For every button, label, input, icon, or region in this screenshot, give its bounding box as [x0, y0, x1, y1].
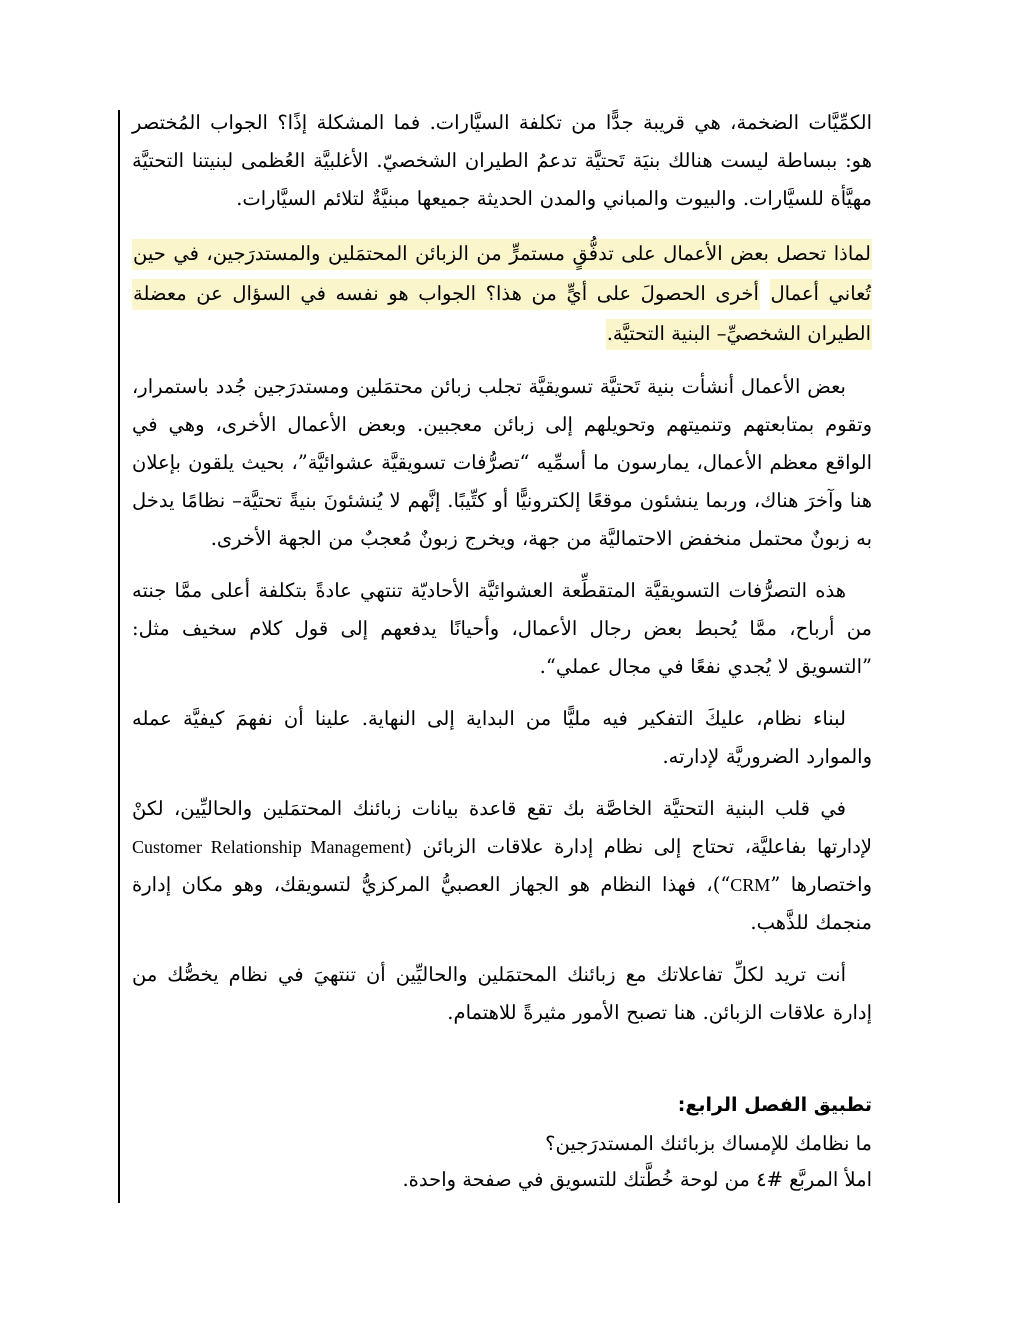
highlighted-text-line-1: لماذا تحصل بعض الأعمال على تدفُّقٍ مستمرٍّ من الزبائن المحتمَلين والمستدرَجين، في حين تُعاني أعمال — [132, 239, 872, 310]
chapter-exercise-block — [132, 1088, 872, 1198]
crm-full-term-latin: Customer Relationship Management — [132, 837, 405, 857]
paragraph-building-a-system: لبناء نظام، عليكَ التفكير فيه مليًّا من البداية إلى النهاية. علينا أن نفهمَ كيفيَّة عمله والموارد الضروريَّة لإدارته. — [132, 707, 872, 768]
left-margin-rule — [118, 110, 120, 1203]
paragraph-crm-part-b: واختصارها ” — [770, 873, 872, 896]
paragraph-marketing-infrastructure: بعض الأعمال أنشأت بنية تَحتيَّة تسويقيَّة تجلب زبائن محتمَلين ومستدرَجين جُدد باستمرار، وتقوم بمتابعتهم وتنميتهم وتحويلهم إلى زبائن معجبين. وبعض الأعمال الأخرى، وهي في الواقع معظم الأعمال، يمارسون ما أسمِّيه “تصرُّفات تسويقيَّة عشوائيَّة”، بحيث يلقون بإعلان هنا وآخرَ هناك، وربما ينشئون موقعًا إلكترونيًّا أو كتِّيبًا. إنَّهم لا يُنشئونَ بنيةً تحتيَّة– نظامًا يدخل به زبونٌ محتمل منخفض الاحتماليَّة من جهة، ويخرج زبونٌ مُعجبٌ من الجهة الأخرى. — [132, 375, 872, 550]
crm-abbreviation-latin: CRM — [730, 875, 771, 895]
document-text-column — [132, 104, 872, 1198]
paragraph-crm-part-a: في قلب البنية التحتيَّة الخاصَّة بك تقع قاعدة بيانات زبائنك المحتمَلين والحاليِّين، لكنْ لإدارتها بفاعليَّة، تحتاج إلى نظام إدارة علاقات الزبائن ( — [132, 797, 872, 858]
exercise-question: ما نظامك للإمساك بزبائنك المستدرَجين؟ — [545, 1132, 872, 1155]
exercise-instruction: املأ المربَّع #٤ من لوحة خُطَّتك للتسويق في صفحة واحدة. — [402, 1168, 872, 1191]
highlighted-question-paragraph — [132, 234, 872, 354]
paragraph-intro: الكمِّيَّات الضخمة، هي قريبة جدًّا من تكلفة السيَّارات. فما المشكلة إذًا؟ الجواب المُختصر هو: ببساطة ليست هنالك بنيَة تَحتيَّة تدعمُ الطيران الشخصيّ. الأغلبيَّة العُظمى لبنيتنا التحتيَّة مهيَّأة للسيَّارات. والبيوت والمباني والمدن الحديثة جميعها مبنيَّةٌ لتلائم السيَّارات. — [132, 111, 872, 210]
paragraph-crm-part-c: “)، فهذا النظام هو الجهاز العصبيُّ المركزيُّ لتسويقك، وهو مكان إدارة منجمك للذَّهب. — [132, 873, 872, 934]
exercise-title: تطبيق الفصل الرابع: — [677, 1094, 872, 1116]
highlighted-text-line-2: أخرى الحصولَ على أيٍّ من هذا؟ الجواب هو نفسه في السؤال عن معضلة الطيران الشخصيِّ– البنية التحتيَّة. — [132, 279, 872, 350]
paragraph-crm — [132, 790, 872, 942]
paragraph-interactions-end-in-crm: أنت تريد لكلِّ تفاعلاتك مع زبائنك المحتمَلين والحاليِّين أن تنتهيَ في نظام يخصُّك من إدارة علاقات الزبائن. هنا تصبح الأمور مثيرةً للاهتمام. — [132, 963, 872, 1024]
paragraph-random-acts-cost: هذه التصرُّفات التسويقيَّة المتقطِّعة العشوائيَّة الأحاديّة تنتهي عادةً بتكلفة أعلى ممَّا جنته من أرباح، ممَّا يُحبط بعض رجال الأعمال، وأحيانًا يدفعهم إلى قول كلام سخيف مثل: ”التسويق لا يُجدي نفعًا في مجال عملي“. — [132, 579, 872, 678]
